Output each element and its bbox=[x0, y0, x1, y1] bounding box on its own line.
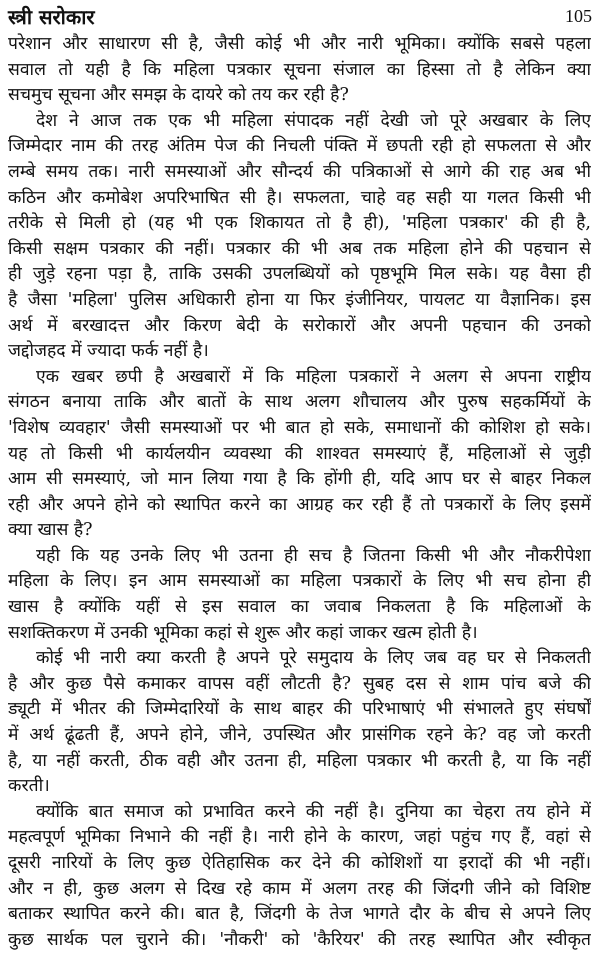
text-line: लम्बे समय तक। नारी समस्याओं और सौन्दर्य की पत्रिकाओं से आगे की राह अब भी bbox=[8, 161, 591, 182]
text-line: 'विशेष व्यवहार' जैसी समस्याओं पर भी बात हो सके, समाधानों की कोशिश हो सके। bbox=[8, 417, 591, 438]
page-body bbox=[8, 32, 591, 953]
text-line: आम सी समस्याएं, जो मान लिया गया है कि होंगी ही, यदि आप घर से बाहर निकल bbox=[8, 469, 591, 490]
text-line: किसी सक्षम पत्रकार की नहीं। पत्रकार की भी अब तक महिला होने की पहचान से bbox=[8, 238, 591, 259]
page-number: 105 bbox=[565, 5, 592, 26]
text-line: क्या खास है? bbox=[8, 520, 93, 541]
text-line: संगठन बनाया ताकि और बातों के साथ अलग शौचालय और पुरुष सहकर्मियों के bbox=[8, 392, 591, 413]
text-line: परेशान और साधारण सी है, जैसी कोई भी और नारी भूमिका। क्योंकि सबसे पहला bbox=[8, 34, 591, 54]
text-line: सशक्तिकरण में उनकी भूमिका कहां से शुरू और कहां जाकर खत्म होती है। bbox=[8, 622, 478, 643]
text-line: कोई भी नारी क्या करती है अपने पूरे समुदाय के लिए जब वह घर से निकलती bbox=[36, 648, 591, 669]
text-line: ही जुड़े रहना पड़ा है, ताकि उसकी उपलब्धियों को पृष्ठभूमि मिल सके। यह वैसा ही bbox=[8, 264, 591, 285]
paragraph bbox=[8, 800, 591, 953]
text-line: क्योंकि बात समाज को प्रभावित करने की नहीं है। दुनिया का चेहरा तय होने में bbox=[36, 801, 591, 822]
text-line: देश ने आज तक एक भी महिला संपादक नहीं देखी जो पूरे अखबार के लिए bbox=[36, 110, 591, 131]
text-line: और न ही, कुछ अलग से दिख रहे काम में अलग तरह की जिंदगी जीने को विशिष्ट bbox=[8, 878, 591, 899]
text-line: रही और अपने होने को स्थापित करने का आग्रह कर रही हैं तो पत्रकारों के लिए इसमें bbox=[8, 494, 591, 515]
text-line: यह तो किसी भी कार्यलयीन व्यवस्था की शाश्वत समस्याएं हैं, महिलाओं से जुड़ी bbox=[8, 443, 591, 464]
text-line: एक खबर छपी है अखबारों में कि महिला पत्रकारों ने अलग से अपना राष्ट्रीय bbox=[36, 366, 591, 387]
text-line: है जैसा 'महिला' पुलिस अधिकारी होना या फिर इंजीनियर, पायलट या वैज्ञानिक। इस bbox=[8, 289, 591, 310]
text-line: बताकर स्थापित करने की। बात है, जिंदगी के तेज भागते दौर के बीच से अपने लिए bbox=[8, 904, 591, 925]
text-line: सचमुच सूचना और समझ के दायरे को तय कर रही है? bbox=[8, 85, 349, 106]
paragraph bbox=[8, 646, 591, 800]
text-line: यही कि यह उनके लिए भी उतना ही सच है जितना किसी भी और नौकरीपेशा bbox=[36, 545, 591, 566]
chapter-title: स्त्री सरोकार bbox=[8, 4, 95, 29]
text-line: कुछ सार्थक पल चुराने की। 'नौकरी' को 'कैरियर' की तरह स्थापित और स्वीकृत bbox=[8, 929, 591, 950]
text-line: जद्दोजहद में ज्यादा फर्क नहीं है। bbox=[8, 341, 209, 362]
text-line: करती। bbox=[8, 776, 50, 797]
text-line: है, या नहीं करती, ठीक वही और उतना ही, महिला पत्रकार भी करती है, या कि नहीं bbox=[8, 750, 591, 771]
text-line: अर्थ में बरखादत्त और किरण बेदी के सरोकारों और अपनी पहचान की उनको bbox=[8, 315, 591, 336]
running-header bbox=[8, 2, 592, 30]
text-line: जिम्मेदार नाम की तरह अंतिम पेज की निचली पंक्ति में छपती रही हो सफलता से और bbox=[8, 136, 591, 157]
paragraph bbox=[8, 109, 591, 365]
text-line: कठिन और कमोबेश अपरिभाषित सी है। सफलता, चाहे वह सही या गलत किसी भी bbox=[8, 187, 591, 208]
paragraph bbox=[8, 544, 591, 646]
text-line: महत्वपूर्ण भूमिका निभाने की नहीं है। नारी होने के कारण, जहां पहुंच गए हैं, वहां से bbox=[8, 827, 591, 848]
text-line: ड्यूटी में भीतर की जिम्मेदारियों के साथ बाहर की परिभाषाएं भी संभालते हुए संघर्षों bbox=[8, 699, 591, 720]
text-line: दूसरी नारियों के लिए कुछ ऐतिहासिक कर देने की कोशिशों या इरादों की भी नहीं। bbox=[8, 853, 591, 873]
text-line: खास है क्योंकि यहीं से इस सवाल का जवाब निकलता है कि महिलाओं के bbox=[8, 597, 591, 618]
text-line: सवाल तो यही है कि महिला पत्रकार सूचना संजाल का हिस्सा तो है लेकिन क्या bbox=[8, 59, 591, 80]
paragraph bbox=[8, 32, 591, 109]
text-line: है और कुछ पैसे कमाकर वापस वहीं लौटती है? सुबह दस से शाम पांच बजे की bbox=[8, 673, 591, 694]
text-line: महिला के लिए। इन आम समस्याओं का महिला पत्रकारों के लिए भी सच होना ही bbox=[8, 571, 591, 592]
paragraph bbox=[8, 365, 591, 544]
text-line: में अर्थ ढूंढती हैं, अपने होने, जीने, उपस्थित और प्रासंगिक रहने के? वह जो करती bbox=[8, 725, 591, 746]
text-line: तरीके से मिली हो (यह भी एक शिकायत तो है ही), 'महिला पत्रकार' की ही है, bbox=[8, 213, 591, 234]
